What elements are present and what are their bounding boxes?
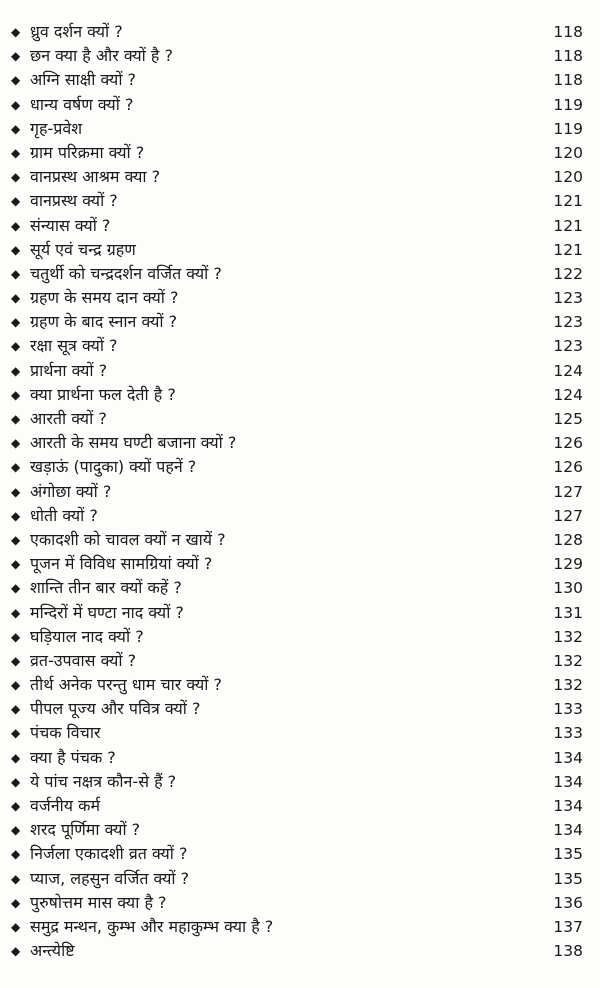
toc-entry-title: चतुर्थी को चन्द्रदर्शन वर्जित क्यों ?: [30, 263, 222, 283]
toc-entry-title: घड़ियाल नाद क्यों ?: [30, 626, 144, 646]
toc-entry-page-number: 119: [553, 119, 583, 138]
toc-entry-title: ग्रहण के समय दान क्यों ?: [30, 288, 179, 308]
diamond-bullet-icon: ◆: [11, 702, 21, 717]
toc-entry-page-number: 118: [553, 23, 583, 41]
toc-entry-page-number: 127: [553, 506, 583, 525]
diamond-bullet-icon: ◆: [11, 460, 21, 475]
toc-entry: [0, 480, 600, 504]
toc-entry-title: ग्राम परिक्रमा क्यों ?: [30, 142, 145, 162]
diamond-bullet-icon: ◆: [11, 750, 21, 765]
toc-entry: [0, 649, 600, 673]
diamond-bullet-icon: ◆: [11, 508, 21, 523]
toc-entry-title: गृह-प्रवेश: [30, 118, 83, 138]
toc-entry-title: सूर्य एवं चन्द्र ग्रहण: [30, 239, 136, 259]
toc-entry-title: खड़ाऊं (पादुका) क्यों पहनें ?: [30, 457, 197, 477]
toc-entry-page-number: 121: [553, 216, 583, 235]
diamond-bullet-icon: ◆: [11, 218, 21, 233]
toc-entry-title: पंचक विचार: [30, 723, 101, 743]
diamond-bullet-icon: ◆: [11, 799, 21, 813]
toc-entry-page-number: 120: [553, 168, 583, 187]
toc-entry: [0, 455, 600, 479]
diamond-bullet-icon: ◆: [11, 194, 21, 209]
toc-entry: [0, 68, 600, 92]
toc-entry: [0, 20, 600, 44]
diamond-bullet-icon: ◆: [11, 339, 21, 354]
diamond-bullet-icon: ◆: [11, 145, 21, 160]
diamond-bullet-icon: ◆: [11, 49, 21, 64]
toc-entry-title: प्याज, लहसुन वर्जित क्यों ?: [30, 868, 190, 888]
toc-entry-title: आरती के समय घण्टी बजाना क्यों ?: [30, 433, 237, 453]
toc-entry-title: एकादशी को चावल क्यों न खायें ?: [30, 529, 226, 549]
diamond-bullet-icon: ◆: [11, 895, 21, 910]
diamond-bullet-icon: ◆: [11, 315, 21, 330]
toc-entry-title: अंगोछा क्यों ?: [30, 481, 112, 501]
diamond-bullet-icon: ◆: [11, 121, 21, 136]
toc-entry: [0, 915, 600, 939]
toc-entry: [0, 431, 600, 455]
toc-entry: [0, 794, 600, 818]
toc-entry: [0, 359, 600, 383]
diamond-bullet-icon: ◆: [11, 726, 21, 741]
toc-entry: [0, 310, 600, 334]
diamond-bullet-icon: ◆: [11, 266, 21, 281]
toc-entry: [0, 334, 600, 358]
toc-entry-page-number: 127: [553, 482, 583, 501]
toc-entry-page-number: 137: [553, 917, 583, 936]
toc-entry-page-number: 129: [553, 555, 583, 574]
toc-entry-page-number: 119: [553, 95, 583, 114]
diamond-bullet-icon: ◆: [11, 532, 21, 547]
toc-entry-title: मन्दिरों में घण्टा नाद क्यों ?: [30, 602, 184, 622]
diamond-bullet-icon: ◆: [11, 387, 21, 402]
toc-entry: [0, 842, 600, 866]
toc-entry-title: वानप्रस्थ क्यों ?: [30, 191, 118, 211]
toc-entry-page-number: 133: [553, 724, 583, 743]
toc-entry-page-number: 126: [553, 458, 583, 477]
toc-entry-page-number: 121: [553, 192, 583, 211]
toc-entry-page-number: 136: [553, 893, 583, 912]
toc-entry-page-number: 128: [553, 530, 583, 549]
diamond-bullet-icon: ◆: [11, 170, 21, 185]
toc-entry: [0, 238, 600, 262]
toc-entry: [0, 552, 600, 576]
toc-entry-title: क्या है पंचक ?: [30, 747, 116, 767]
toc-entry-title: अन्त्येष्टि: [30, 941, 75, 961]
diamond-bullet-icon: ◆: [11, 557, 21, 572]
diamond-bullet-icon: ◆: [11, 484, 21, 499]
toc-entry-title: क्या प्रार्थना फल देती है ?: [30, 384, 176, 404]
toc-entry: [0, 165, 600, 189]
diamond-bullet-icon: ◆: [11, 871, 21, 886]
diamond-bullet-icon: ◆: [11, 436, 21, 451]
toc-entry-page-number: 126: [553, 434, 583, 453]
toc-entry-page-number: 132: [553, 676, 583, 695]
toc-entry: [0, 44, 600, 68]
diamond-bullet-icon: ◆: [11, 823, 21, 838]
toc-entry: [0, 262, 600, 286]
diamond-bullet-icon: ◆: [11, 412, 21, 426]
toc-entry-page-number: 125: [553, 410, 583, 428]
toc-entry: [0, 891, 600, 915]
diamond-bullet-icon: ◆: [11, 605, 21, 620]
toc-entry-title: तीर्थ अनेक परन्तु धाम चार क्यों ?: [30, 675, 222, 695]
toc-entry-page-number: 123: [553, 289, 583, 308]
table-of-contents: [0, 20, 600, 963]
diamond-bullet-icon: ◆: [11, 774, 21, 789]
toc-entry-title: व्रत-उपवास क्यों ?: [30, 650, 137, 670]
diamond-bullet-icon: ◆: [11, 653, 21, 668]
toc-entry-page-number: 124: [553, 385, 583, 404]
toc-entry-page-number: 124: [553, 361, 583, 380]
diamond-bullet-icon: ◆: [11, 629, 21, 644]
toc-entry-page-number: 132: [553, 627, 583, 646]
toc-entry-title: समुद्र मन्थन, कुम्भ और महाकुम्भ क्या है ?: [30, 916, 274, 936]
toc-entry-title: वानप्रस्थ आश्रम क्या ?: [30, 167, 161, 187]
diamond-bullet-icon: ◆: [11, 919, 21, 934]
toc-entry: [0, 93, 600, 117]
toc-entry-title: ये पांच नक्षत्र कौन-से हैं ?: [30, 771, 177, 791]
toc-entry: [0, 625, 600, 649]
toc-entry: [0, 697, 600, 721]
toc-entry: [0, 141, 600, 165]
diamond-bullet-icon: ◆: [11, 73, 21, 88]
toc-entry-page-number: 138: [553, 942, 583, 961]
toc-entry-page-number: 123: [553, 313, 583, 332]
toc-entry: [0, 286, 600, 310]
toc-entry-page-number: 122: [553, 264, 583, 283]
diamond-bullet-icon: ◆: [11, 291, 21, 306]
toc-entry: [0, 818, 600, 842]
toc-entry: [0, 383, 600, 407]
toc-entry-title: शरद पूर्णिमा क्यों ?: [30, 820, 141, 840]
toc-entry: [0, 117, 600, 141]
toc-entry-title: ध्रुव दर्शन क्यों ?: [30, 22, 123, 41]
toc-entry-title: अग्नि साक्षी क्यों ?: [30, 70, 137, 90]
diamond-bullet-icon: ◆: [11, 363, 21, 378]
toc-entry-page-number: 123: [553, 337, 583, 356]
toc-entry-title: शान्ति तीन बार क्यों कहें ?: [30, 578, 182, 598]
toc-entry-title: पूजन में विविध सामग्रियां क्यों ?: [30, 554, 213, 574]
toc-entry-page-number: 120: [553, 143, 583, 162]
diamond-bullet-icon: ◆: [11, 97, 21, 112]
toc-entry-title: रक्षा सूत्र क्यों ?: [30, 336, 118, 356]
diamond-bullet-icon: ◆: [11, 678, 21, 693]
toc-entry: [0, 673, 600, 697]
toc-entry-title: छन क्या है और क्यों है ?: [30, 46, 173, 66]
toc-entry-title: संन्यास क्यों ?: [30, 215, 111, 235]
toc-entry-page-number: 133: [553, 700, 583, 719]
toc-entry-page-number: 134: [553, 797, 583, 815]
toc-entry-page-number: 121: [553, 240, 583, 259]
toc-entry: [0, 770, 600, 794]
toc-entry: [0, 601, 600, 625]
toc-entry: [0, 721, 600, 745]
toc-entry-title: धान्य वर्षण क्यों ?: [30, 94, 134, 114]
toc-entry-title: पुरुषोत्तम मास क्या है ?: [30, 892, 167, 912]
toc-entry: [0, 576, 600, 600]
toc-entry-title: ग्रहण के बाद स्नान क्यों ?: [30, 312, 178, 332]
toc-entry: [0, 939, 600, 963]
toc-entry: [0, 746, 600, 770]
toc-entry-page-number: 134: [553, 821, 583, 840]
toc-entry-page-number: 130: [553, 579, 583, 598]
toc-entry: [0, 214, 600, 238]
toc-entry-page-number: 134: [553, 748, 583, 767]
toc-entry: [0, 504, 600, 528]
toc-entry-title: पीपल पूज्य और पवित्र क्यों ?: [30, 699, 201, 719]
toc-entry: [0, 407, 600, 431]
diamond-bullet-icon: ◆: [11, 581, 21, 596]
toc-entry-title: निर्जला एकादशी व्रत क्यों ?: [30, 844, 188, 864]
toc-entry-page-number: 135: [553, 845, 583, 864]
toc-entry-title: आरती क्यों ?: [30, 409, 107, 428]
toc-entry: [0, 189, 600, 213]
diamond-bullet-icon: ◆: [11, 847, 21, 862]
diamond-bullet-icon: ◆: [11, 944, 21, 959]
toc-entry-page-number: 135: [553, 869, 583, 888]
toc-entry-title: धोती क्यों ?: [30, 505, 98, 525]
toc-entry-page-number: 131: [553, 603, 583, 622]
toc-entry-title: वर्जनीय कर्म: [30, 796, 101, 815]
toc-entry-title: प्रार्थना क्यों ?: [30, 360, 108, 380]
diamond-bullet-icon: ◆: [11, 242, 21, 257]
toc-entry-page-number: 118: [553, 71, 583, 90]
diamond-bullet-icon: ◆: [11, 25, 21, 39]
toc-entry-page-number: 118: [553, 47, 583, 66]
toc-entry-page-number: 132: [553, 651, 583, 670]
toc-entry: [0, 528, 600, 552]
toc-entry-page-number: 134: [553, 772, 583, 791]
toc-entry: [0, 867, 600, 891]
